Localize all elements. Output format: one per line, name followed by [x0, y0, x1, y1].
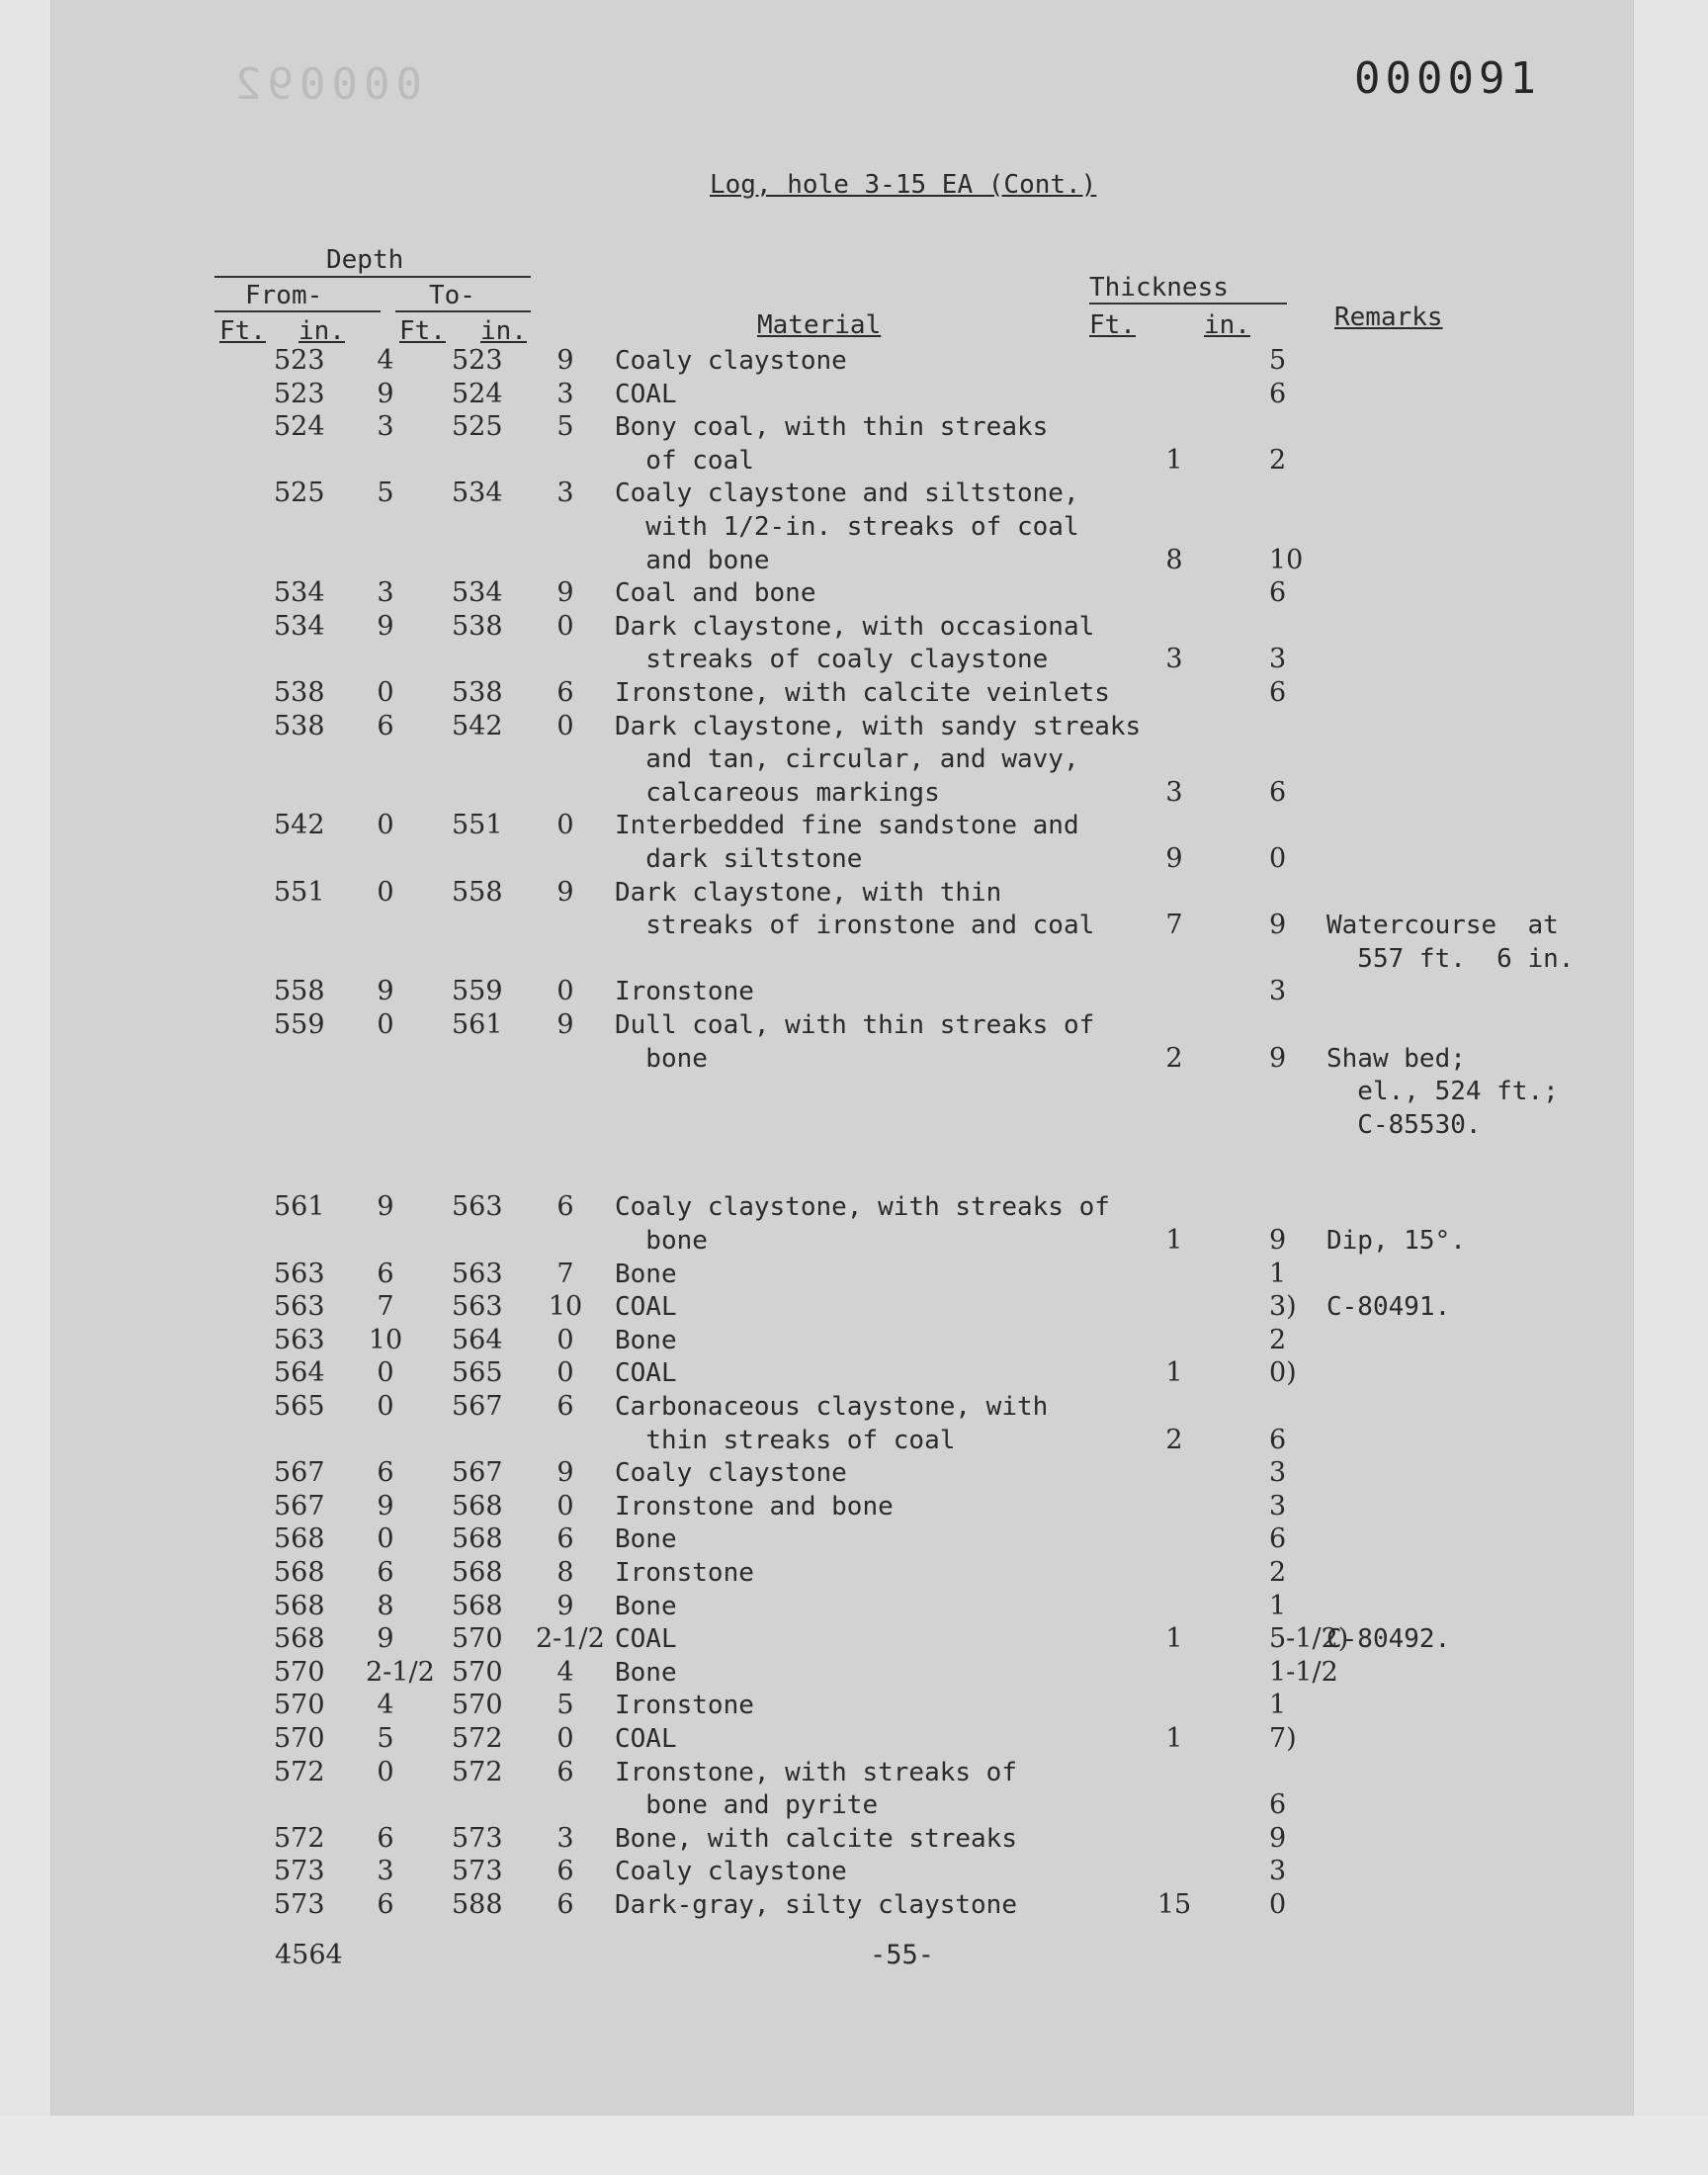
material-text: Dark claystone, with sandy streaks	[615, 711, 1142, 741]
from-depth-in: 7	[377, 1291, 394, 1323]
from-depth-in: 5	[377, 1723, 394, 1754]
to-depth-ft: 572	[452, 1756, 503, 1787]
from-depth-in: 4	[377, 345, 394, 376]
to-depth-ft: 538	[452, 677, 503, 708]
table-row	[51, 444, 1633, 478]
thickness-in: 6	[1269, 1789, 1287, 1821]
thickness-in: 7)	[1269, 1723, 1297, 1754]
thickness-in: 9	[1269, 1822, 1287, 1854]
table-row	[51, 842, 1633, 876]
to-depth-ft: 561	[452, 1009, 503, 1040]
thickness-ft: 8	[1165, 544, 1183, 575]
table-row	[51, 876, 1633, 910]
material-text: Bone	[615, 1325, 677, 1355]
material-text: Ironstone, with streaks of	[615, 1757, 1017, 1787]
from-depth-in: 9	[377, 1623, 394, 1655]
thickness-in: 6	[1269, 577, 1287, 609]
from-depth-ft: 567	[274, 1490, 325, 1522]
to-depth-in: 6	[556, 677, 574, 708]
from-depth-in: 6	[377, 1258, 394, 1289]
material-text: Bone	[615, 1591, 677, 1621]
remarks-text: C-85530.	[1326, 1109, 1482, 1140]
header-to: To-	[429, 281, 475, 310]
remarks-text: Watercourse at	[1326, 911, 1559, 941]
to-depth-in: 3	[556, 478, 574, 509]
material-text: Ironstone, with calcite veinlets	[615, 678, 1110, 708]
from-depth-in: 0	[377, 876, 394, 908]
document-number: 000091	[1354, 53, 1541, 104]
from-depth-ft: 564	[274, 1357, 325, 1389]
material-text: Interbedded fine sandstone and	[615, 811, 1079, 841]
header-remarks: Remarks	[1334, 303, 1443, 332]
from-depth-ft: 573	[274, 1889, 325, 1920]
thickness-in: 3)	[1269, 1291, 1297, 1323]
table-row	[51, 1042, 1633, 1076]
material-text: COAL	[615, 1724, 677, 1754]
table-row	[51, 344, 1633, 378]
thickness-ft: 7	[1165, 910, 1183, 941]
thickness-in: 10	[1269, 544, 1304, 575]
from-depth-ft: 523	[274, 378, 325, 409]
from-depth-ft: 525	[274, 478, 325, 509]
from-depth-ft: 534	[274, 610, 325, 642]
table-row	[51, 1722, 1633, 1756]
thickness-ft: 9	[1165, 843, 1183, 874]
from-depth-in: 0	[377, 1756, 394, 1787]
document-page	[51, 0, 1633, 2116]
table-row	[51, 742, 1633, 776]
to-depth-in: 10	[548, 1291, 583, 1323]
material-text: calcareous markings	[615, 777, 940, 808]
material-text: Coaly claystone	[615, 346, 847, 376]
from-depth-in: 0	[377, 677, 394, 708]
thickness-in: 3	[1269, 644, 1287, 675]
from-depth-ft: 570	[274, 1723, 325, 1754]
from-depth-ft: 565	[274, 1391, 325, 1422]
table-row	[51, 510, 1633, 544]
thickness-in: 1	[1269, 1690, 1287, 1721]
thickness-in: 6	[1269, 677, 1287, 708]
to-depth-ft: 588	[452, 1889, 503, 1920]
table-row	[51, 1258, 1633, 1291]
to-depth-ft: 563	[452, 1258, 503, 1289]
to-depth-ft: 570	[452, 1690, 503, 1721]
to-depth-ft: 534	[452, 478, 503, 509]
to-depth-in: 0	[556, 810, 574, 841]
thickness-in: 2	[1269, 1324, 1287, 1355]
header-from-rule	[214, 310, 381, 312]
from-depth-in: 0	[377, 1523, 394, 1555]
header-to-in: in.	[480, 316, 527, 346]
material-text: bone and pyrite	[615, 1790, 879, 1821]
thickness-in: 3	[1269, 1457, 1287, 1489]
table-row	[51, 1888, 1633, 1922]
scanner-margin	[0, 2116, 1708, 2175]
remarks-text: C-80492.	[1326, 1624, 1451, 1655]
table-row	[51, 909, 1633, 942]
remarks-text: el., 524 ft.;	[1326, 1077, 1559, 1107]
to-depth-ft: 572	[452, 1723, 503, 1754]
to-depth-ft: 564	[452, 1324, 503, 1355]
table-row	[51, 1108, 1633, 1142]
material-text: COAL	[615, 1358, 677, 1389]
bleed-through-number: 000092	[229, 59, 422, 110]
thickness-ft: 3	[1165, 644, 1183, 675]
to-depth-ft: 573	[452, 1822, 503, 1854]
table-row	[51, 1456, 1633, 1490]
from-depth-in: 6	[377, 1457, 394, 1489]
material-text: Coaly claystone, with streaks of	[615, 1192, 1110, 1223]
material-text: Coal and bone	[615, 578, 816, 609]
from-depth-in: 10	[368, 1324, 403, 1355]
from-depth-in: 0	[377, 1357, 394, 1389]
table-row	[51, 1490, 1633, 1523]
table-row	[51, 610, 1633, 644]
to-depth-ft: 563	[452, 1191, 503, 1223]
thickness-in: 3	[1269, 976, 1287, 1007]
from-depth-in: 9	[377, 610, 394, 642]
table-row	[51, 544, 1633, 577]
to-depth-in: 6	[556, 1756, 574, 1787]
thickness-in: 6	[1269, 776, 1287, 808]
from-depth-in: 0	[377, 810, 394, 841]
thickness-in: 3	[1269, 1490, 1287, 1522]
table-row	[51, 1356, 1633, 1390]
header-from: From-	[245, 281, 323, 310]
table-row	[51, 1224, 1633, 1258]
to-depth-in: 0	[556, 610, 574, 642]
to-depth-in: 0	[556, 976, 574, 1007]
table-row	[51, 776, 1633, 810]
from-depth-ft: 567	[274, 1457, 325, 1489]
header-from-in: in.	[299, 316, 345, 346]
to-depth-in: 6	[556, 1523, 574, 1555]
to-depth-ft: 567	[452, 1391, 503, 1422]
from-depth-in: 3	[377, 411, 394, 443]
table-row	[51, 1855, 1633, 1888]
table-row	[51, 410, 1633, 444]
from-depth-ft: 573	[274, 1856, 325, 1887]
to-depth-ft: 525	[452, 411, 503, 443]
from-depth-ft: 568	[274, 1623, 325, 1655]
to-depth-ft: 559	[452, 976, 503, 1007]
to-depth-ft: 534	[452, 577, 503, 609]
table-row	[51, 1622, 1633, 1656]
to-depth-in: 4	[556, 1656, 574, 1688]
thickness-ft: 1	[1165, 444, 1183, 476]
to-depth-in: 9	[556, 876, 574, 908]
material-text: Ironstone	[615, 1691, 754, 1721]
table-row	[51, 676, 1633, 710]
table-row	[51, 1822, 1633, 1856]
header-depth: Depth	[326, 245, 404, 275]
table-row	[51, 809, 1633, 842]
table-row	[51, 1075, 1633, 1108]
to-depth-ft: 565	[452, 1357, 503, 1389]
material-text: Coaly claystone	[615, 1458, 847, 1489]
thickness-in: 6	[1269, 378, 1287, 409]
page-title: Log, hole 3-15 EA (Cont.)	[710, 170, 1097, 200]
from-depth-ft: 563	[274, 1291, 325, 1323]
material-text: Bone	[615, 1657, 677, 1688]
from-depth-ft: 551	[274, 876, 325, 908]
thickness-in: 6	[1269, 1523, 1287, 1555]
table-row	[51, 975, 1633, 1008]
table-row	[51, 1556, 1633, 1590]
to-depth-ft: 567	[452, 1457, 503, 1489]
from-depth-ft: 568	[274, 1590, 325, 1621]
to-depth-in: 8	[556, 1557, 574, 1588]
to-depth-ft: 568	[452, 1490, 503, 1522]
material-text: Bony coal, with thin streaks	[615, 412, 1049, 443]
to-depth-in: 6	[556, 1391, 574, 1422]
to-depth-ft: 524	[452, 378, 503, 409]
to-depth-ft: 538	[452, 610, 503, 642]
thickness-ft: 1	[1165, 1357, 1183, 1389]
header-thickness: Thickness	[1089, 273, 1229, 303]
header-thickness-in: in.	[1204, 310, 1250, 340]
thickness-in: 0	[1269, 843, 1287, 874]
to-depth-in: 6	[556, 1856, 574, 1887]
to-depth-in: 9	[556, 577, 574, 609]
material-text: and tan, circular, and wavy,	[615, 744, 1079, 775]
from-depth-ft: 538	[274, 710, 325, 741]
thickness-in: 1	[1269, 1258, 1287, 1289]
thickness-in: 1	[1269, 1590, 1287, 1621]
thickness-ft: 1	[1165, 1723, 1183, 1754]
from-depth-ft: 559	[274, 1009, 325, 1040]
header-depth-rule	[214, 276, 531, 278]
thickness-ft: 15	[1156, 1889, 1192, 1920]
from-depth-in: 9	[377, 1490, 394, 1522]
from-depth-in: 3	[377, 1856, 394, 1887]
to-depth-ft: 570	[452, 1656, 503, 1688]
material-text: streaks of ironstone and coal	[615, 911, 1095, 941]
material-text: Ironstone	[615, 977, 754, 1007]
table-row	[51, 1424, 1633, 1457]
page-number: -55-	[870, 1940, 935, 1970]
thickness-in: 1-1/2	[1269, 1656, 1338, 1688]
thickness-ft: 2	[1165, 1424, 1183, 1455]
from-depth-ft: 570	[274, 1656, 325, 1688]
material-text: Coaly claystone and siltstone,	[615, 478, 1079, 509]
to-depth-in: 9	[556, 345, 574, 376]
material-text: Ironstone	[615, 1558, 754, 1588]
material-text: COAL	[615, 1292, 677, 1323]
table-row	[51, 942, 1633, 976]
from-depth-in: 9	[377, 976, 394, 1007]
remarks-text: C-80491.	[1326, 1292, 1451, 1323]
thickness-in: 6	[1269, 1424, 1287, 1455]
to-depth-in: 9	[556, 1590, 574, 1621]
thickness-ft: 2	[1165, 1042, 1183, 1074]
thickness-in: 5	[1269, 345, 1287, 376]
to-depth-in: 0	[556, 710, 574, 741]
thickness-ft: 1	[1165, 1623, 1183, 1655]
material-text: and bone	[615, 545, 770, 575]
from-depth-ft: 572	[274, 1822, 325, 1854]
from-depth-in: 8	[377, 1590, 394, 1621]
table-row	[51, 378, 1633, 411]
to-depth-ft: 568	[452, 1590, 503, 1621]
thickness-in: 9	[1269, 1225, 1287, 1256]
thickness-in: 2	[1269, 1557, 1287, 1588]
to-depth-in: 2-1/2	[536, 1623, 605, 1655]
header-to-ft: Ft.	[399, 316, 446, 346]
table-row	[51, 1788, 1633, 1822]
from-depth-ft: 568	[274, 1523, 325, 1555]
table-row	[51, 1590, 1633, 1623]
table-row	[51, 477, 1633, 510]
material-text: bone	[615, 1226, 708, 1256]
from-depth-ft: 542	[274, 810, 325, 841]
thickness-in: 9	[1269, 1042, 1287, 1074]
material-text: of coal	[615, 445, 754, 476]
from-depth-in: 6	[377, 1889, 394, 1920]
remarks-text: Shaw bed;	[1326, 1043, 1466, 1074]
to-depth-in: 9	[556, 1009, 574, 1040]
to-depth-in: 5	[556, 1690, 574, 1721]
from-depth-ft: 558	[274, 976, 325, 1007]
to-depth-in: 3	[556, 1822, 574, 1854]
to-depth-in: 0	[556, 1723, 574, 1754]
material-text: with 1/2-in. streaks of coal	[615, 512, 1079, 542]
material-text: streaks of coaly claystone	[615, 645, 1049, 675]
to-depth-ft: 558	[452, 876, 503, 908]
material-text: dark siltstone	[615, 844, 863, 874]
from-depth-in: 6	[377, 1557, 394, 1588]
table-row	[51, 1324, 1633, 1357]
to-depth-in: 6	[556, 1889, 574, 1920]
table-row	[51, 1656, 1633, 1690]
header-thickness-ft: Ft.	[1089, 310, 1136, 340]
to-depth-in: 0	[556, 1357, 574, 1389]
to-depth-ft: 563	[452, 1291, 503, 1323]
material-text: Bone, with calcite streaks	[615, 1823, 1017, 1854]
thickness-in: 5-1/2)	[1269, 1623, 1349, 1655]
to-depth-in: 7	[556, 1258, 574, 1289]
material-text: Carbonaceous claystone, with	[615, 1392, 1049, 1422]
footer-code: 4564	[275, 1940, 343, 1970]
thickness-in: 3	[1269, 1856, 1287, 1887]
from-depth-in: 2-1/2	[366, 1656, 435, 1688]
from-depth-in: 6	[377, 1822, 394, 1854]
to-depth-ft: 570	[452, 1623, 503, 1655]
from-depth-ft: 563	[274, 1258, 325, 1289]
material-text: Bone	[615, 1524, 677, 1555]
table-row	[51, 576, 1633, 610]
from-depth-in: 9	[377, 1191, 394, 1223]
remarks-text: 557 ft. 6 in.	[1326, 943, 1575, 974]
to-depth-ft: 568	[452, 1557, 503, 1588]
from-depth-ft: 572	[274, 1756, 325, 1787]
to-depth-ft: 523	[452, 345, 503, 376]
material-text: Ironstone and bone	[615, 1491, 894, 1522]
to-depth-in: 3	[556, 378, 574, 409]
table-row	[51, 643, 1633, 676]
to-depth-in: 0	[556, 1324, 574, 1355]
thickness-in: 9	[1269, 910, 1287, 941]
from-depth-ft: 523	[274, 345, 325, 376]
thickness-in: 0)	[1269, 1357, 1297, 1389]
from-depth-in: 6	[377, 710, 394, 741]
remarks-text: Dip, 15°.	[1326, 1226, 1466, 1256]
material-text: COAL	[615, 379, 677, 409]
material-text: thin streaks of coal	[615, 1425, 956, 1455]
material-text: COAL	[615, 1624, 677, 1655]
from-depth-ft: 534	[274, 577, 325, 609]
material-text: Dark-gray, silty claystone	[615, 1890, 1017, 1920]
from-depth-ft: 570	[274, 1690, 325, 1721]
material-text: Dull coal, with thin streaks of	[615, 1010, 1095, 1040]
header-to-rule	[395, 310, 531, 312]
thickness-ft: 3	[1165, 776, 1183, 808]
to-depth-in: 9	[556, 1457, 574, 1489]
from-depth-in: 4	[377, 1690, 394, 1721]
to-depth-ft: 551	[452, 810, 503, 841]
to-depth-in: 5	[556, 411, 574, 443]
table-row	[51, 1008, 1633, 1042]
material-text: Coaly claystone	[615, 1857, 847, 1887]
thickness-ft: 1	[1165, 1225, 1183, 1256]
header-material: Material	[757, 310, 882, 340]
to-depth-in: 6	[556, 1191, 574, 1223]
thickness-in: 0	[1269, 1889, 1287, 1920]
from-depth-in: 0	[377, 1009, 394, 1040]
to-depth-ft: 568	[452, 1523, 503, 1555]
from-depth-ft: 568	[274, 1557, 325, 1588]
table-row	[51, 1390, 1633, 1424]
thickness-in: 2	[1269, 444, 1287, 476]
material-text: Bone	[615, 1259, 677, 1289]
to-depth-ft: 542	[452, 710, 503, 741]
from-depth-ft: 563	[274, 1324, 325, 1355]
from-depth-ft: 524	[274, 411, 325, 443]
from-depth-in: 3	[377, 577, 394, 609]
table-row	[51, 1190, 1633, 1224]
table-row	[51, 1756, 1633, 1789]
header-thickness-rule	[1089, 303, 1287, 304]
table-row	[51, 1689, 1633, 1722]
to-depth-ft: 573	[452, 1856, 503, 1887]
header-from-ft: Ft.	[219, 316, 266, 346]
table-row	[51, 710, 1633, 743]
material-text: bone	[615, 1043, 708, 1074]
material-text: Dark claystone, with occasional	[615, 611, 1095, 642]
from-depth-ft: 538	[274, 677, 325, 708]
table-row	[51, 1290, 1633, 1324]
from-depth-ft: 561	[274, 1191, 325, 1223]
material-text: Dark claystone, with thin	[615, 877, 1002, 908]
table-row	[51, 1522, 1633, 1556]
from-depth-in: 9	[377, 378, 394, 409]
from-depth-in: 5	[377, 478, 394, 509]
to-depth-in: 0	[556, 1490, 574, 1522]
from-depth-in: 0	[377, 1391, 394, 1422]
